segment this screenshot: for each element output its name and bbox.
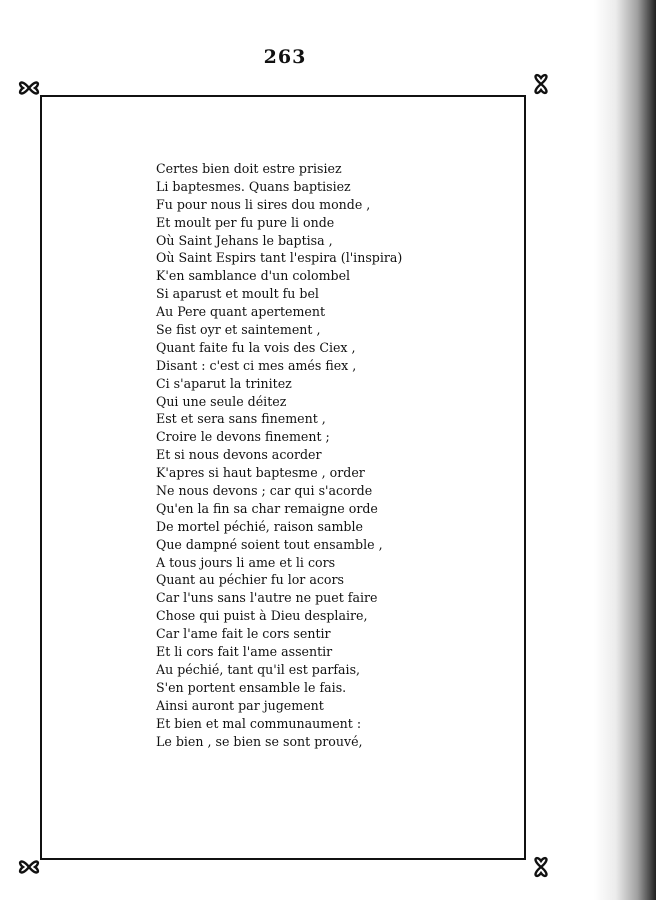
verse-line: Li baptesmes. Quans baptisiez [156, 178, 351, 194]
verse-line: Quant faite fu la vois des Ciex , [156, 339, 356, 355]
verse-line: Se fist oyr et saintement , [156, 322, 321, 338]
frame-bottom-rule [40, 858, 526, 860]
page-number: 263 [263, 46, 307, 68]
verse-line: Et moult per fu pure li onde [156, 214, 335, 230]
verse-line: Où Saint Jehans le baptisa , [156, 232, 333, 248]
verse-line: A tous jours li ame et li cors [156, 554, 336, 570]
verse-line: Car l'uns sans l'autre ne puet faire [156, 590, 378, 606]
verse-line: Certes bien doit estre prisiez [156, 161, 342, 176]
verse-line: De mortel péchié, raison samble [156, 518, 363, 534]
fleuron-icon [15, 853, 43, 881]
frame-top-rule [40, 95, 526, 97]
binding-shadow [594, 0, 656, 900]
verse-line: Au Pere quant apertement [156, 304, 326, 320]
verse-line: Est et sera sans finement , [156, 411, 326, 427]
verse-line: Et li cors fait l'ame assentir [156, 644, 333, 660]
frame-right-rule [524, 95, 526, 860]
frame-left-rule [40, 95, 42, 860]
verse-line: Quant au péchier fu lor acors [156, 572, 344, 588]
verse-line: Le bien , se bien se sont prouvé, [156, 733, 363, 749]
verse-line: Fu pour nous li sires dou monde , [156, 196, 371, 212]
verse-line: S'en portent ensamble le fais. [156, 679, 347, 695]
verse-line: Ne nous devons ; car qui s'acorde [156, 483, 373, 499]
verse-line: K'en samblance d'un colombel [156, 268, 351, 284]
verse-line: Si aparust et moult fu bel [156, 286, 319, 302]
verse-line: Et bien et mal communaument : [156, 715, 362, 731]
fleuron-icon [527, 70, 555, 98]
verse-line: Car l'ame fait le cors sentir [156, 626, 331, 642]
fleuron-icon [15, 74, 43, 102]
verse-line: Chose qui puist à Dieu desplaire, [156, 608, 368, 624]
verse-line: Croire le devons finement ; [156, 429, 330, 445]
verse-line: Au péchié, tant qu'il est parfais, [156, 661, 361, 677]
verse-line: Disant : c'est ci mes amés fiex , [156, 357, 357, 373]
fleuron-icon [527, 853, 555, 881]
verse-line: K'apres si haut baptesme , order [156, 465, 365, 481]
poem-text [156, 160, 486, 750]
verse-line: Et si nous devons acorder [156, 447, 322, 463]
verse-line: Que dampné soient tout ensamble , [156, 536, 383, 552]
verse-line: Ainsi auront par jugement [156, 697, 324, 713]
verse-line: Ci s'aparut la trinitez [156, 375, 292, 391]
verse-line: Qu'en la fin sa char remaigne orde [156, 500, 378, 516]
verse-line: Qui une seule déitez [156, 393, 287, 409]
verse-line: Où Saint Espirs tant l'espira (l'inspira) [156, 250, 403, 266]
